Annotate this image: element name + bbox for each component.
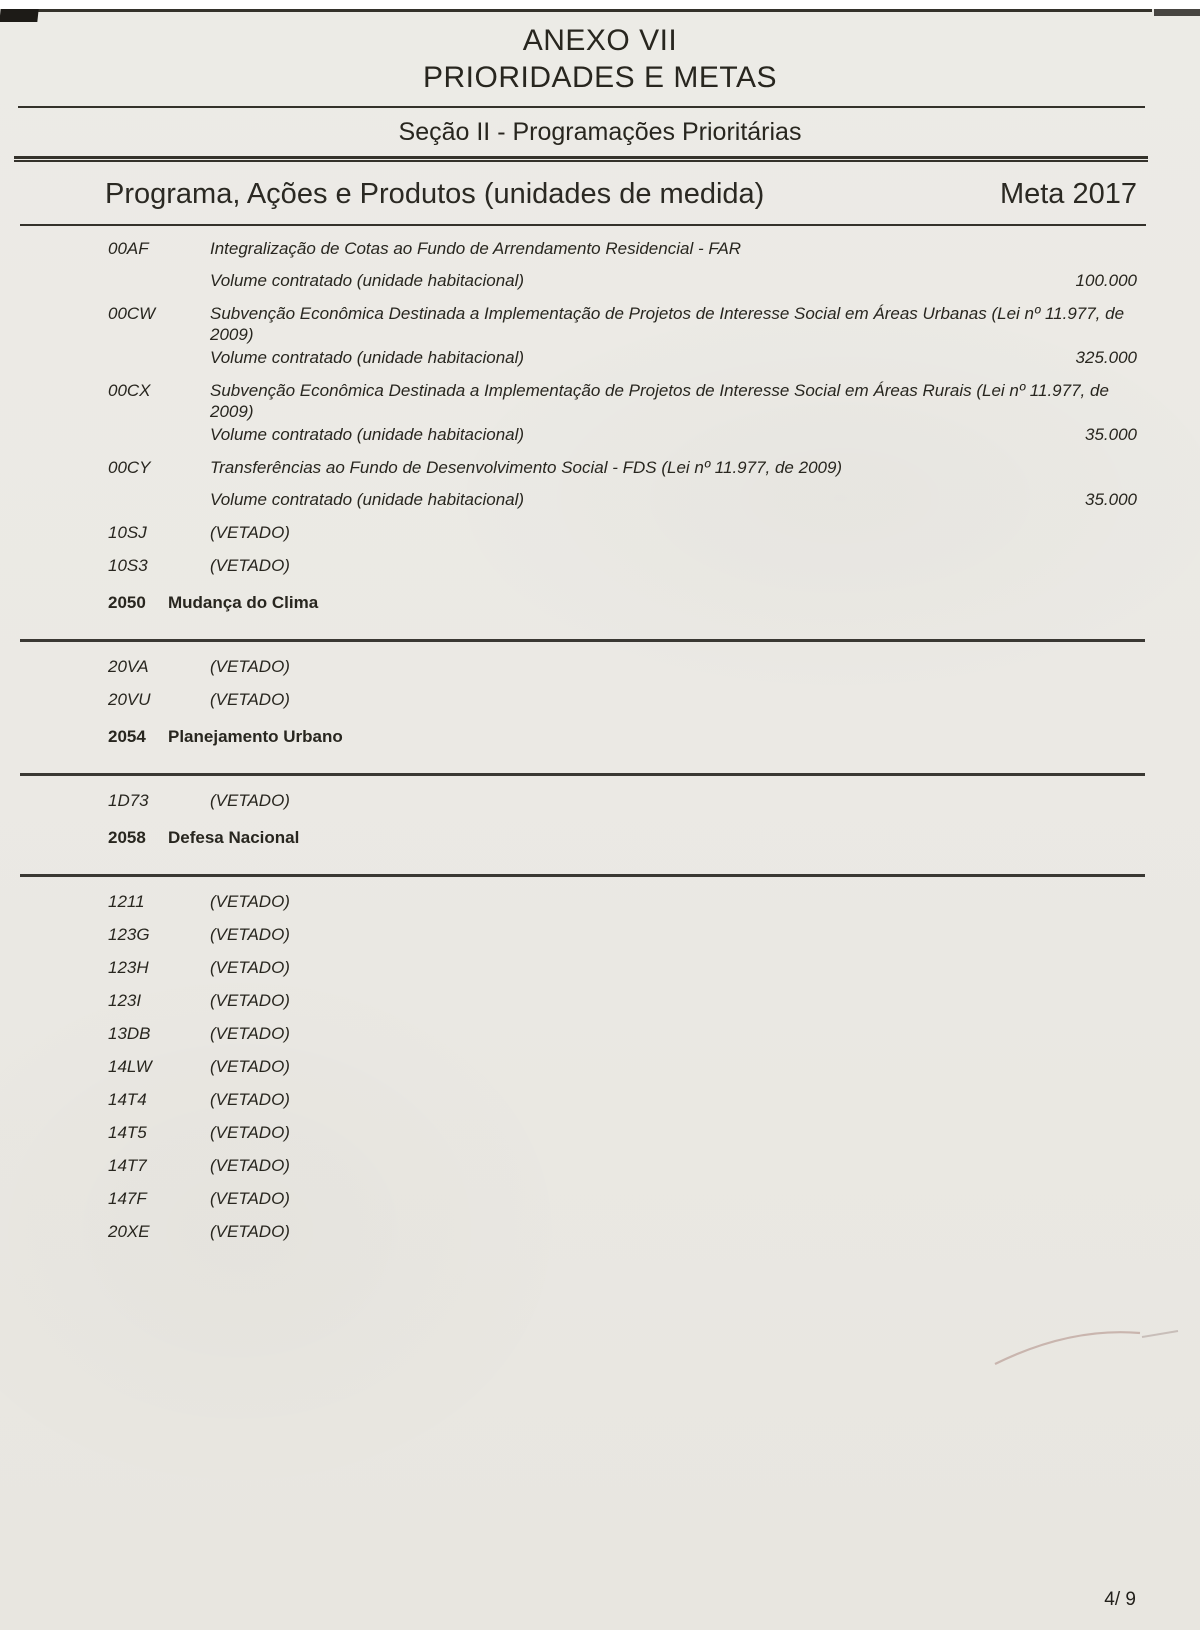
top-rule (8, 9, 1152, 12)
product-meta-value: 325.000 (1075, 348, 1137, 367)
annex-title: ANEXO VII (522, 24, 678, 57)
action-row (0, 689, 1200, 710)
action-row (0, 656, 1200, 677)
action-code: 14T7 (108, 1156, 147, 1175)
action-description: (VETADO) (210, 690, 290, 709)
action-row (0, 1221, 1200, 1242)
product-description: Volume contratado (unidade habitacional) (210, 271, 525, 290)
product-row (0, 347, 1200, 368)
section-title: Seção II - Programações Prioritárias (398, 118, 802, 146)
action-row (0, 990, 1200, 1011)
action-code: 14LW (108, 1057, 152, 1076)
program-title: Planejamento Urbano (168, 727, 343, 746)
action-code: 00CY (108, 458, 151, 477)
action-row (0, 303, 1200, 345)
program-row (0, 827, 1200, 848)
action-code: 14T5 (108, 1123, 147, 1142)
product-description: Volume contratado (unidade habitacional) (210, 490, 525, 509)
product-meta-value: 35.000 (1085, 490, 1137, 509)
action-description: (VETADO) (210, 958, 290, 977)
action-row (0, 457, 1200, 478)
scan-artifact-pen-curve (990, 1309, 1180, 1379)
action-code: 1D73 (108, 791, 149, 810)
action-row (0, 924, 1200, 945)
action-description: (VETADO) (210, 1057, 290, 1076)
column-header-programs: Programa, Ações e Produtos (unidades de medida) (105, 178, 765, 210)
action-row (0, 1089, 1200, 1110)
header-rule (18, 106, 1145, 108)
action-description: (VETADO) (210, 892, 290, 911)
program-divider (20, 639, 1145, 642)
action-description: (VETADO) (210, 1123, 290, 1142)
action-row (0, 957, 1200, 978)
action-description: (VETADO) (210, 791, 290, 810)
action-code: 00CX (108, 381, 151, 400)
action-code: 20VA (108, 657, 149, 676)
program-row (0, 592, 1200, 613)
action-code: 10S3 (108, 556, 148, 575)
action-row (0, 1188, 1200, 1209)
action-description: Transferências ao Fundo de Desenvolvimento Social - FDS (Lei nº 11.977, de 2009) (210, 458, 843, 477)
action-code: 10SJ (108, 523, 147, 542)
product-meta-value: 100.000 (1075, 271, 1137, 290)
action-row (0, 380, 1200, 422)
action-row (0, 1056, 1200, 1077)
action-row (0, 1122, 1200, 1143)
action-row (0, 790, 1200, 811)
program-code: 2058 (108, 828, 146, 847)
program-row (0, 726, 1200, 747)
action-row (0, 891, 1200, 912)
action-code: 123H (108, 958, 149, 977)
action-description: (VETADO) (210, 1222, 290, 1241)
table-header-rule (20, 224, 1146, 226)
product-row (0, 424, 1200, 445)
action-code: 14T4 (108, 1090, 147, 1109)
action-code: 00AF (108, 239, 149, 258)
action-description: (VETADO) (210, 1156, 290, 1175)
action-row (0, 555, 1200, 576)
scan-artifact-top-right (1154, 9, 1200, 16)
program-code: 2050 (108, 593, 146, 612)
product-description: Volume contratado (unidade habitacional) (210, 348, 525, 367)
action-code: 123I (108, 991, 142, 1010)
program-title: Defesa Nacional (168, 828, 300, 847)
table-body (0, 238, 1200, 1242)
action-code: 00CW (108, 304, 156, 323)
program-divider (20, 874, 1145, 877)
action-code: 123G (108, 925, 150, 944)
action-description: Subvenção Econômica Destinada a Implementação de Projetos de Interesse Social em Áreas Rurais (Lei nº 11.977, de 2009) (210, 381, 1109, 421)
action-description: (VETADO) (210, 657, 290, 676)
action-description: (VETADO) (210, 523, 290, 542)
action-description: (VETADO) (210, 1090, 290, 1109)
product-meta-value: 35.000 (1085, 425, 1137, 444)
action-description: (VETADO) (210, 925, 290, 944)
action-description: Subvenção Econômica Destinada a Implementação de Projetos de Interesse Social em Áreas Urbanas (Lei nº 11.977, de 2009) (210, 304, 1125, 344)
table-header (105, 178, 1137, 211)
double-rule (14, 156, 1148, 162)
action-code: 20VU (108, 690, 151, 709)
action-description: Integralização de Cotas ao Fundo de Arrendamento Residencial - FAR (210, 239, 742, 258)
action-code: 147F (108, 1189, 147, 1208)
action-code: 1211 (108, 892, 145, 911)
scan-artifact-top-left (0, 9, 39, 22)
column-header-meta: Meta 2017 (999, 178, 1137, 210)
product-row (0, 270, 1200, 291)
program-title: Mudança do Clima (168, 593, 319, 612)
action-row (0, 1155, 1200, 1176)
action-row (0, 1023, 1200, 1044)
action-description: (VETADO) (210, 1189, 290, 1208)
action-description: (VETADO) (210, 991, 290, 1010)
program-divider (20, 773, 1145, 776)
page-number: 4/ 9 (1104, 1589, 1136, 1610)
product-row (0, 489, 1200, 510)
action-code: 13DB (108, 1024, 151, 1043)
document-page (0, 9, 1200, 1630)
annex-subtitle: PRIORIDADES E METAS (422, 61, 777, 94)
action-row (0, 522, 1200, 543)
action-row (0, 238, 1200, 259)
action-description: (VETADO) (210, 556, 290, 575)
product-description: Volume contratado (unidade habitacional) (210, 425, 525, 444)
action-description: (VETADO) (210, 1024, 290, 1043)
program-code: 2054 (108, 727, 146, 746)
action-code: 20XE (108, 1222, 150, 1241)
